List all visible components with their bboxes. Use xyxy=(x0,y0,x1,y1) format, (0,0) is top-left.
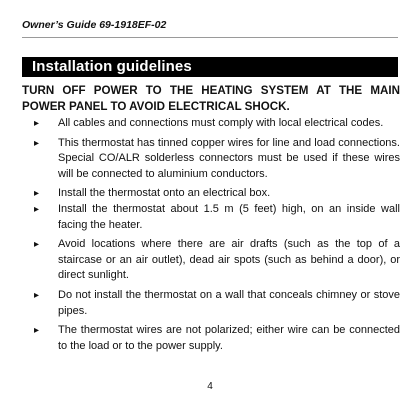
guideline-item xyxy=(22,323,400,354)
bullet-arrow-icon: ▸ xyxy=(34,239,40,251)
power-warning: TURN OFF POWER TO THE HEATING SYSTEM AT THE MAIN POWER PANEL TO AVOID ELECTRICAL SHOCK. xyxy=(22,84,400,113)
guideline-item xyxy=(22,288,400,319)
section-title: Installation guidelines xyxy=(32,58,192,75)
guideline-item xyxy=(22,116,400,132)
guideline-text: Do not install the thermostat on a wall that conceals chimney or stove pipes. xyxy=(58,288,400,317)
bullet-arrow-icon: ▸ xyxy=(34,188,40,200)
bullet-arrow-icon: ▸ xyxy=(34,118,40,129)
guideline-text: Install the thermostat onto an electrical box. xyxy=(58,187,271,200)
guideline-list xyxy=(22,116,400,358)
bullet-arrow-icon: ▸ xyxy=(34,137,40,149)
guideline-item xyxy=(22,186,400,202)
guideline-item xyxy=(22,136,400,183)
page-number: 4 xyxy=(207,381,213,392)
guideline-text: Avoid locations where there are air drafts (such as the top of a staircase or an air outlet), dead air spots (such as behind a door), or direct sunlight. xyxy=(58,238,400,282)
guideline-item xyxy=(22,202,400,233)
bullet-arrow-icon: ▸ xyxy=(34,203,40,215)
guideline-text: All cables and connections must comply with local electrical codes. xyxy=(58,117,384,129)
guideline-text: The thermostat wires are not polarized; either wire can be connected to the load or to the power supply. xyxy=(58,324,400,352)
bullet-arrow-icon: ▸ xyxy=(34,325,40,337)
guideline-text: Install the thermostat about 1.5 m (5 feet) high, on an inside wall facing the heater. xyxy=(58,202,400,231)
section-heading-bar xyxy=(22,57,398,77)
guide-header: Owner’s Guide 69-1918EF-02 xyxy=(22,19,167,31)
header-divider xyxy=(22,37,398,38)
guideline-text: This thermostat has tinned copper wires for line and load connections. Special CO/ALR solderless connectors must be used if these wires will be connected to aluminium conductors. xyxy=(58,136,400,180)
guideline-item xyxy=(22,237,400,284)
bullet-arrow-icon: ▸ xyxy=(34,289,40,301)
